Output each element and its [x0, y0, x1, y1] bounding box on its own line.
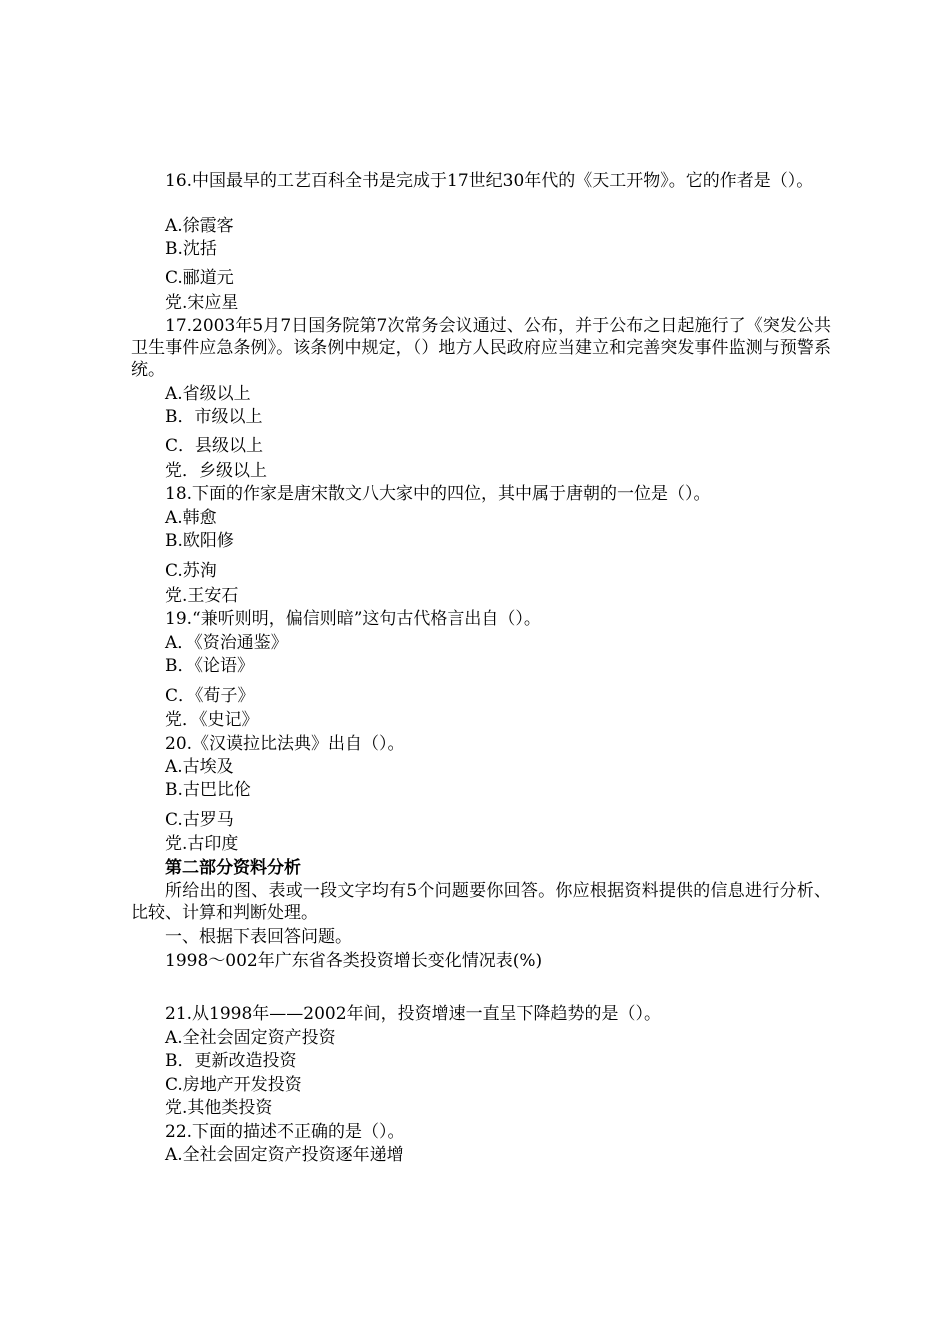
question-16-stem: 16.中国最早的工艺百科全书是完成于17世纪30年代的《天工开物》。它的作者是（）。	[165, 171, 814, 191]
question-16-option-b: B.沈括	[165, 239, 217, 259]
question-21-option-a: A.全社会固定资产投资	[165, 1028, 336, 1048]
question-20-option-d: 党.古印度	[165, 834, 239, 854]
question-17-option-b: B．市级以上	[165, 407, 263, 427]
question-17-stem: 17.2003年5月7日国务院第7次常务会议通过、公布，并于公布之日起施行了《突发公共卫生事件应急条例》。该条例中规定，（）地方人民政府应当建立和完善突发事件监测与预警系统。	[131, 316, 831, 380]
question-20-option-b: B.古巴比伦	[165, 780, 251, 800]
section-2-intro: 所给出的图、表或一段文字均有5个问题要你回答。你应根据资料提供的信息进行分析、比较、计算和判断处理。	[131, 881, 831, 923]
question-17-option-a: A.省级以上	[165, 384, 251, 404]
question-18-stem: 18.下面的作家是唐宋散文八大家中的四位，其中属于唐朝的一位是（）。	[165, 484, 711, 504]
question-20-option-c: C.古罗马	[165, 810, 234, 830]
question-21-stem: 21.从1998年——2002年间，投资增速一直呈下降趋势的是（）。	[165, 1004, 662, 1024]
question-21-option-b: B．更新改造投资	[165, 1051, 297, 1071]
question-21-option-c: C.房地产开发投资	[165, 1075, 302, 1095]
question-16-option-c: C.郦道元	[165, 268, 234, 288]
question-19-option-a: A．《资治通鉴》	[165, 633, 288, 653]
section-2-sub-heading: 一、根据下表回答问题。	[165, 927, 352, 947]
question-19-option-b: B．《论语》	[165, 656, 254, 676]
question-16-option-d: 党.宋应星	[165, 293, 239, 313]
question-18-option-d: 党.王安石	[165, 586, 239, 606]
question-17-option-d: 党．乡级以上	[165, 461, 267, 481]
question-18-option-c: C.苏洵	[165, 561, 217, 581]
question-18-option-a: A.韩愈	[165, 508, 217, 528]
question-20-option-a: A.古埃及	[165, 757, 234, 777]
question-18-option-b: B.欧阳修	[165, 531, 234, 551]
question-20-stem: 20.《汉谟拉比法典》出自（）。	[165, 734, 405, 754]
question-19-option-d: 党．《史记》	[165, 710, 259, 730]
question-17-option-c: C．县级以上	[165, 436, 264, 456]
table-title: 1998～002年广东省各类投资增长变化情况表(%)	[165, 951, 543, 971]
question-22-stem: 22.下面的描述不正确的是（）。	[165, 1122, 405, 1142]
question-22-option-a: A.全社会固定资产投资逐年递增	[165, 1145, 404, 1165]
section-2-heading: 第二部分资料分析	[165, 858, 301, 878]
question-21-option-d: 党.其他类投资	[165, 1098, 273, 1118]
question-19-stem: 19.“兼听则明，偏信则暗”这句古代格言出自（）。	[165, 609, 541, 629]
question-19-option-c: C．《荀子》	[165, 686, 255, 706]
question-16-option-a: A.徐霞客	[165, 216, 234, 236]
